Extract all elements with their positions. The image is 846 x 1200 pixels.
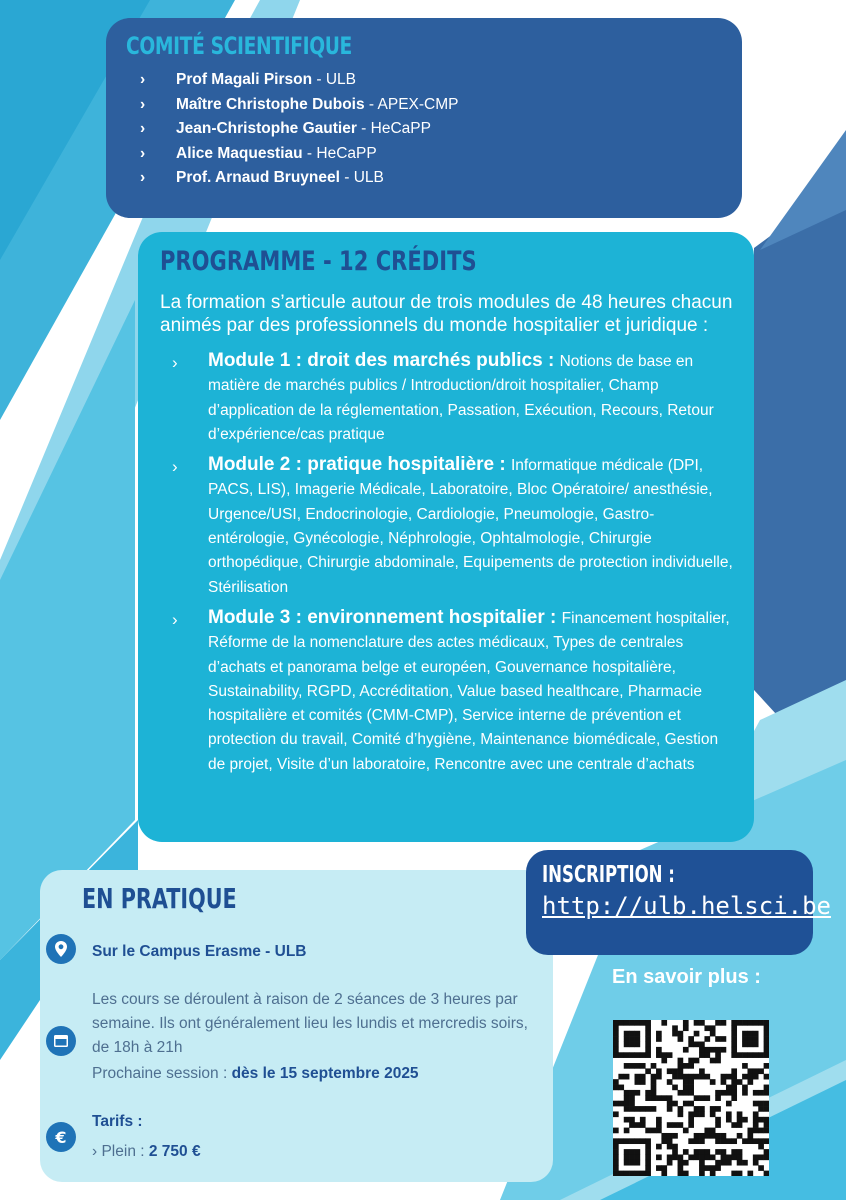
member-name: Prof Magali Pirson — [176, 71, 313, 88]
chevron-right-icon: › — [140, 71, 146, 88]
member-affiliation: - APEX-CMP — [364, 95, 459, 113]
module-description: Financement hospitalier, Réforme de la nomenclature des actes médicaux, Types de centrales d’achats et panorama belge et européen, Gouvernance hospitalière, Sustainability, RGPD, Accréditation, Value based healthcare, Pharmacie hospitalière et comités (CMM-CMP), Service interne de prévention et protection du travail, Comité d’hygiène, Maintenance biomédicale, Gestion de projet, Visite d’un laboratoire, Rencontre avec une centrale d’achats — [208, 609, 730, 773]
tarifs-label: Tarifs : — [92, 1113, 143, 1130]
list-item — [126, 93, 722, 118]
next-session-date: dès le 15 septembre 2025 — [231, 1065, 419, 1082]
chevron-right-icon: › — [140, 120, 146, 137]
module-item — [160, 349, 734, 447]
next-session-label: Prochaine session : — [92, 1065, 232, 1082]
modules-list — [160, 349, 734, 777]
chevron-right-icon: › — [140, 169, 146, 186]
module-description: Notions de base en matière de marchés publics / Introduction/droit hospitalier, Champ d’application de la réglementation, Passation, Exécution, Recours, Retour d’expérience/cas pratique — [208, 353, 714, 443]
inscription-link[interactable]: http://ulb.helsci.be — [542, 892, 831, 920]
module-item — [160, 606, 734, 777]
comite-scientifique-panel — [106, 18, 742, 218]
chevron-right-icon: › — [172, 609, 178, 629]
member-name: Maître Christophe Dubois — [176, 95, 365, 113]
schedule-text: Les cours se déroulent à raison de 2 séances de 3 heures par semaine. Ils ont généralement lieu les lundis et mercredis soirs, de 18h à 21h — [92, 991, 528, 1056]
en-pratique-panel — [40, 870, 553, 1182]
list-item — [126, 68, 722, 93]
chevron-right-icon: › — [140, 144, 146, 162]
member-affiliation: - ULB — [312, 71, 357, 88]
list-item — [126, 117, 722, 142]
module-title: Module 2 : pratique hospitalière : — [208, 454, 511, 476]
list-item — [126, 142, 722, 167]
chevron-right-icon: › — [172, 353, 178, 372]
chevron-right-icon: › — [172, 457, 178, 477]
en-savoir-plus-label: En savoir plus : — [612, 966, 761, 988]
module-description: Informatique médicale (DPI, PACS, LIS), Imagerie Médicale, Laboratoire, Bloc Opératoire/ anesthésie, Urgence/USI, Endocrinologie, Cardiologie, Pneumologie, Gastro-entérologie, Gynécologie, Néphrologie, Ophtalmologie, Chirurgie orthopédique, Chirurgie abdominale, Equipements de protection individuelle, Stérilisation — [208, 457, 733, 596]
members-list — [126, 68, 722, 191]
next-session — [92, 1062, 419, 1086]
map-pin-icon — [46, 934, 76, 964]
euro-icon — [46, 1122, 76, 1152]
member-name: Alice Maquestiau — [176, 144, 303, 162]
module-title: Module 3 : environnement hospitalier : — [208, 606, 562, 628]
calendar-icon — [46, 1026, 76, 1056]
pratique-title: EN PRATIQUE — [82, 882, 237, 915]
member-name: Prof. Arnaud Bruyneel — [176, 169, 340, 186]
module-title: Module 1 : droit des marchés publics : — [208, 350, 560, 371]
programme-panel — [138, 232, 754, 842]
programme-intro: La formation s’articule autour de trois modules de 48 heures chacun animés par des professionnels du monde hospitalier et juridique : — [160, 292, 733, 336]
plein-price: 2 750 € — [148, 1143, 201, 1160]
member-affiliation: - HeCaPP — [302, 144, 377, 162]
programme-title: PROGRAMME - 12 CRÉDITS — [160, 246, 477, 277]
tarif-plein — [92, 1140, 201, 1164]
plein-label: › Plein : — [92, 1143, 149, 1160]
qr-code-icon[interactable] — [613, 1020, 769, 1176]
location-text: Sur le Campus Erasme - ULB — [92, 943, 307, 960]
inscription-panel — [526, 850, 831, 955]
member-affiliation: - ULB — [339, 169, 384, 186]
svg-text:€: € — [55, 1128, 67, 1147]
inscription-label: INSCRIPTION : — [542, 862, 675, 888]
member-affiliation: - HeCaPP — [356, 120, 431, 137]
list-item — [126, 166, 722, 191]
member-name: Jean-Christophe Gautier — [176, 120, 357, 137]
chevron-right-icon: › — [140, 95, 146, 113]
comite-title: COMITÉ SCIENTIFIQUE — [126, 32, 352, 60]
module-item — [160, 453, 734, 600]
